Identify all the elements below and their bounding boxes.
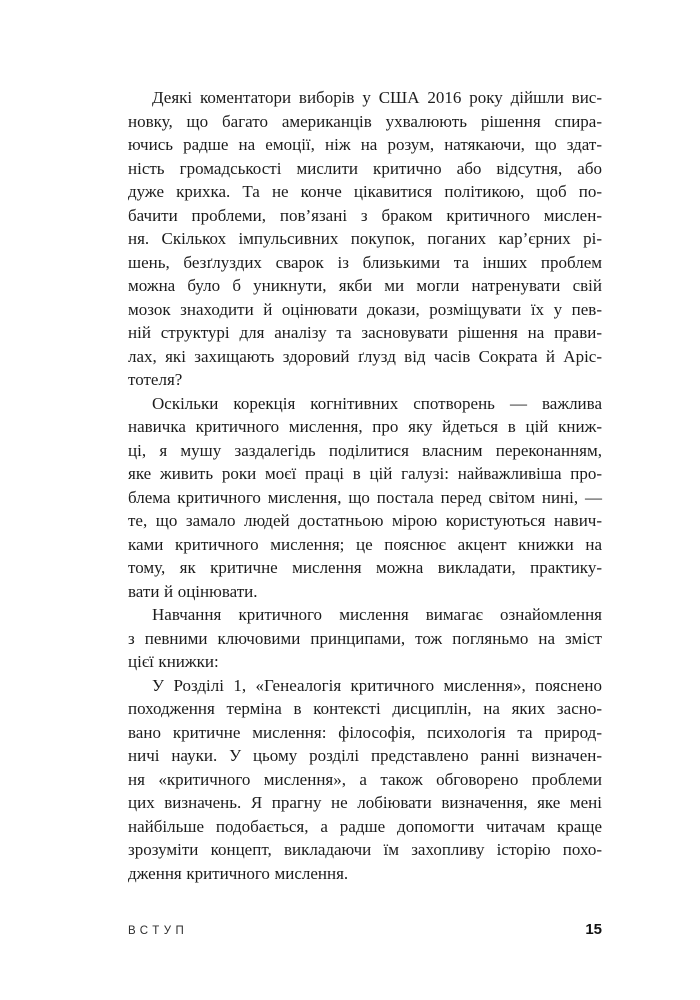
text-line: цієї книжки: [128, 652, 219, 671]
text-line: лах, які захищають здоровий ґлузд від часів Сократа й Аріс- [128, 346, 602, 366]
text-line: ність громадськості мислити критично або відсутня, або [128, 158, 602, 178]
text-line: ничі науки. У цьому розділі представлено ранні визначен- [128, 746, 602, 765]
text-line: зрозуміти концепт, викладаючи їм захопливу історію похо- [128, 840, 602, 859]
text-line: блема критичного мислення, що постала перед світом нині, — [128, 487, 602, 507]
text-line: шень, безґлуздих сварок із близькими та інших проблем [128, 252, 602, 272]
text-line: ками критичного мислення; це пояснює акцент книжки на [128, 534, 602, 554]
text-line: ній структурі для аналізу та засновувати рішення на прави- [128, 323, 602, 342]
text-line: У Розділі 1, «Генеалогія критичного мислення», пояснено [152, 675, 602, 695]
text-line: бачити проблеми, пов’язані з браком критичного мислен- [128, 205, 602, 225]
page-number: 15 [585, 921, 602, 938]
text-line: тотеля? [128, 370, 183, 389]
text-line: цих визначень. Я прагну не лобіювати визначення, яке мені [128, 793, 602, 812]
text-line: дження критичного мислення. [128, 863, 349, 883]
text-line: вати й оцінювати. [128, 581, 258, 601]
text-line: походження терміна в контексті дисциплін, на яких засно- [128, 699, 602, 718]
text-line: новку, що багато американців ухвалюють рішення спира- [128, 111, 602, 131]
text-line: навичка критичного мислення, про яку йдеться в цій книж- [128, 417, 602, 436]
text-line: ня. Скількох імпульсивних покупок, поганих кар’єрних рі- [128, 229, 602, 248]
text-line: Оскільки корекція когнітивних спотворень — важлива [152, 393, 602, 413]
text-line: Деякі коментатори виборів у США 2016 року дійшли вис- [152, 88, 602, 107]
paragraph [128, 603, 602, 674]
paragraph [128, 392, 602, 604]
body-text [128, 86, 602, 885]
running-head: ВСТУП [128, 925, 189, 937]
text-line: тому, як критичне мислення можна викладати, практику- [128, 558, 602, 577]
text-line: те, що замало людей достатньою мірою користуються навич- [128, 511, 602, 530]
text-line: з певними ключовими принципами, тож погляньмо на зміст [128, 628, 602, 648]
text-line: яке живить роки моєї праці в цій галузі: найважливіша про- [128, 464, 602, 483]
page-footer [128, 921, 602, 938]
text-line: Навчання критичного мислення вимагає ознайомлення [152, 605, 602, 624]
paragraph [128, 674, 602, 886]
text-line: ня «критичного мислення», а також обговорено проблеми [128, 769, 602, 789]
text-line: можна було б уникнути, якби ми могли натренувати свій [128, 276, 602, 295]
text-line: найбільше подобається, а радше допомогти читачам краще [128, 816, 602, 836]
text-line: ючись радше на емоції, ніж на розум, натякаючи, що здат- [128, 135, 602, 154]
text-line: ці, я мушу заздалегідь поділитися власним переконанням, [128, 440, 602, 460]
paragraph [128, 86, 602, 392]
text-line: вано критичне мислення: філософія, психологія та природ- [128, 722, 602, 742]
text-line: мозок знаходити й оцінювати докази, розміщувати їх у пев- [128, 299, 602, 319]
text-line: дуже крихка. Та не конче цікавитися політикою, щоб по- [128, 182, 602, 201]
